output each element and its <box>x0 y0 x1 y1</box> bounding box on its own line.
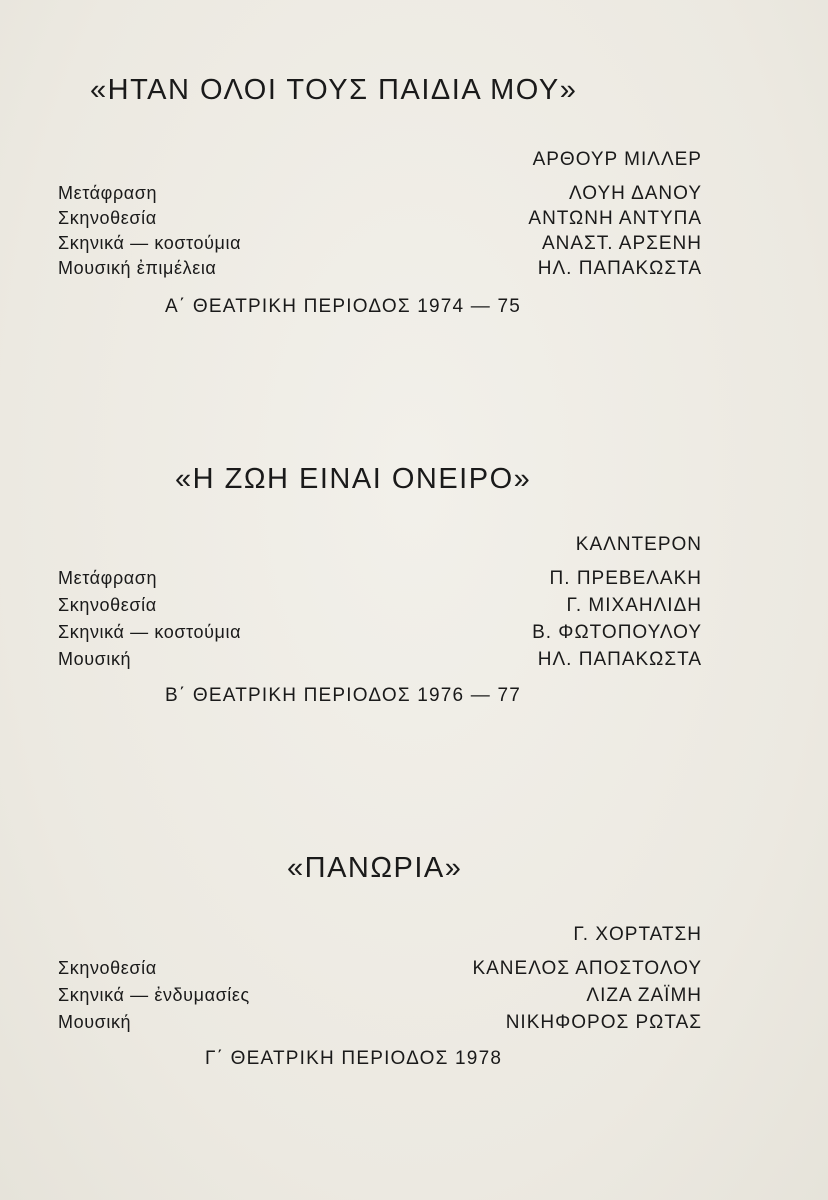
credit-row <box>0 258 828 284</box>
credit-row <box>0 183 828 209</box>
play-author: Γ. ΧΟΡΤΑΤΣΗ <box>573 924 702 945</box>
credit-name: ΑΝΑΣΤ. ΑΡΣΕΝΗ <box>541 233 702 254</box>
credit-name: Π. ΠΡΕΒΕΛΑΚΗ <box>549 568 702 589</box>
season-period: Γ΄ ΘΕΑΤΡΙΚΗ ΠΕΡΙΟΔΟΣ 1978 <box>205 1048 503 1069</box>
credit-name: ΗΛ. ΠΑΠΑΚΩΣΤΑ <box>537 649 702 670</box>
credit-name: ΛΙΖΑ ΖΑΪΜΗ <box>586 985 702 1006</box>
credit-row <box>0 649 828 675</box>
credit-role: Μετάφραση <box>58 183 158 203</box>
play-title: «Η ΖΩΗ ΕΙΝΑΙ ΟΝΕΙΡΟ» <box>175 463 532 495</box>
credit-role: Σκηνικά — κοστούμια <box>58 233 242 253</box>
credit-role: Μουσική <box>58 1012 132 1032</box>
credit-role: Σκηνικά — κοστούμια <box>58 622 242 642</box>
credit-row <box>0 208 828 234</box>
credit-name: ΝΙΚΗΦΟΡΟΣ ΡΩΤΑΣ <box>505 1012 702 1033</box>
credit-row <box>0 233 828 259</box>
credit-name: Γ. ΜΙΧΑΗΛΙΔΗ <box>566 595 702 616</box>
credit-row <box>0 1012 828 1038</box>
credit-role: Σκηνοθεσία <box>58 595 157 615</box>
play-title: «ΗΤΑΝ ΟΛΟΙ ΤΟΥΣ ΠΑΙΔΙΑ ΜΟΥ» <box>90 74 578 106</box>
credit-role: Σκηνοθεσία <box>58 958 157 978</box>
credit-role: Μετάφραση <box>58 568 158 588</box>
credit-name: ΑΝΤΩΝΗ ΑΝΤΥΠΑ <box>528 208 702 229</box>
credit-row <box>0 595 828 621</box>
credit-row <box>0 985 828 1011</box>
credit-name: ΚΑΝΕΛΟΣ ΑΠΟΣΤΟΛΟΥ <box>472 958 702 979</box>
credit-row <box>0 622 828 648</box>
credit-name: Β. ΦΩΤΟΠΟΥΛΟΥ <box>532 622 702 643</box>
credit-name: ΛΟΥΗ ΔΑΝΟΥ <box>568 183 702 204</box>
credit-role: Σκηνοθεσία <box>58 208 157 228</box>
credit-name: ΗΛ. ΠΑΠΑΚΩΣΤΑ <box>537 258 702 279</box>
credit-role: Σκηνικά — ἐνδυμασίες <box>58 985 250 1005</box>
credit-row <box>0 568 828 594</box>
play-author: ΚΑΛΝΤΕΡΟΝ <box>575 534 702 555</box>
credit-role: Μουσική ἐπιμέλεια <box>58 258 217 278</box>
play-author: ΑΡΘΟΥΡ ΜΙΛΛΕΡ <box>532 149 702 170</box>
credit-row <box>0 958 828 984</box>
credit-role: Μουσική <box>58 649 132 669</box>
season-period: Α΄ ΘΕΑΤΡΙΚΗ ΠΕΡΙΟΔΟΣ 1974 — 75 <box>165 296 522 317</box>
season-period: Β΄ ΘΕΑΤΡΙΚΗ ΠΕΡΙΟΔΟΣ 1976 — 77 <box>165 685 522 706</box>
play-title: «ΠΑΝΩΡΙΑ» <box>287 852 463 884</box>
